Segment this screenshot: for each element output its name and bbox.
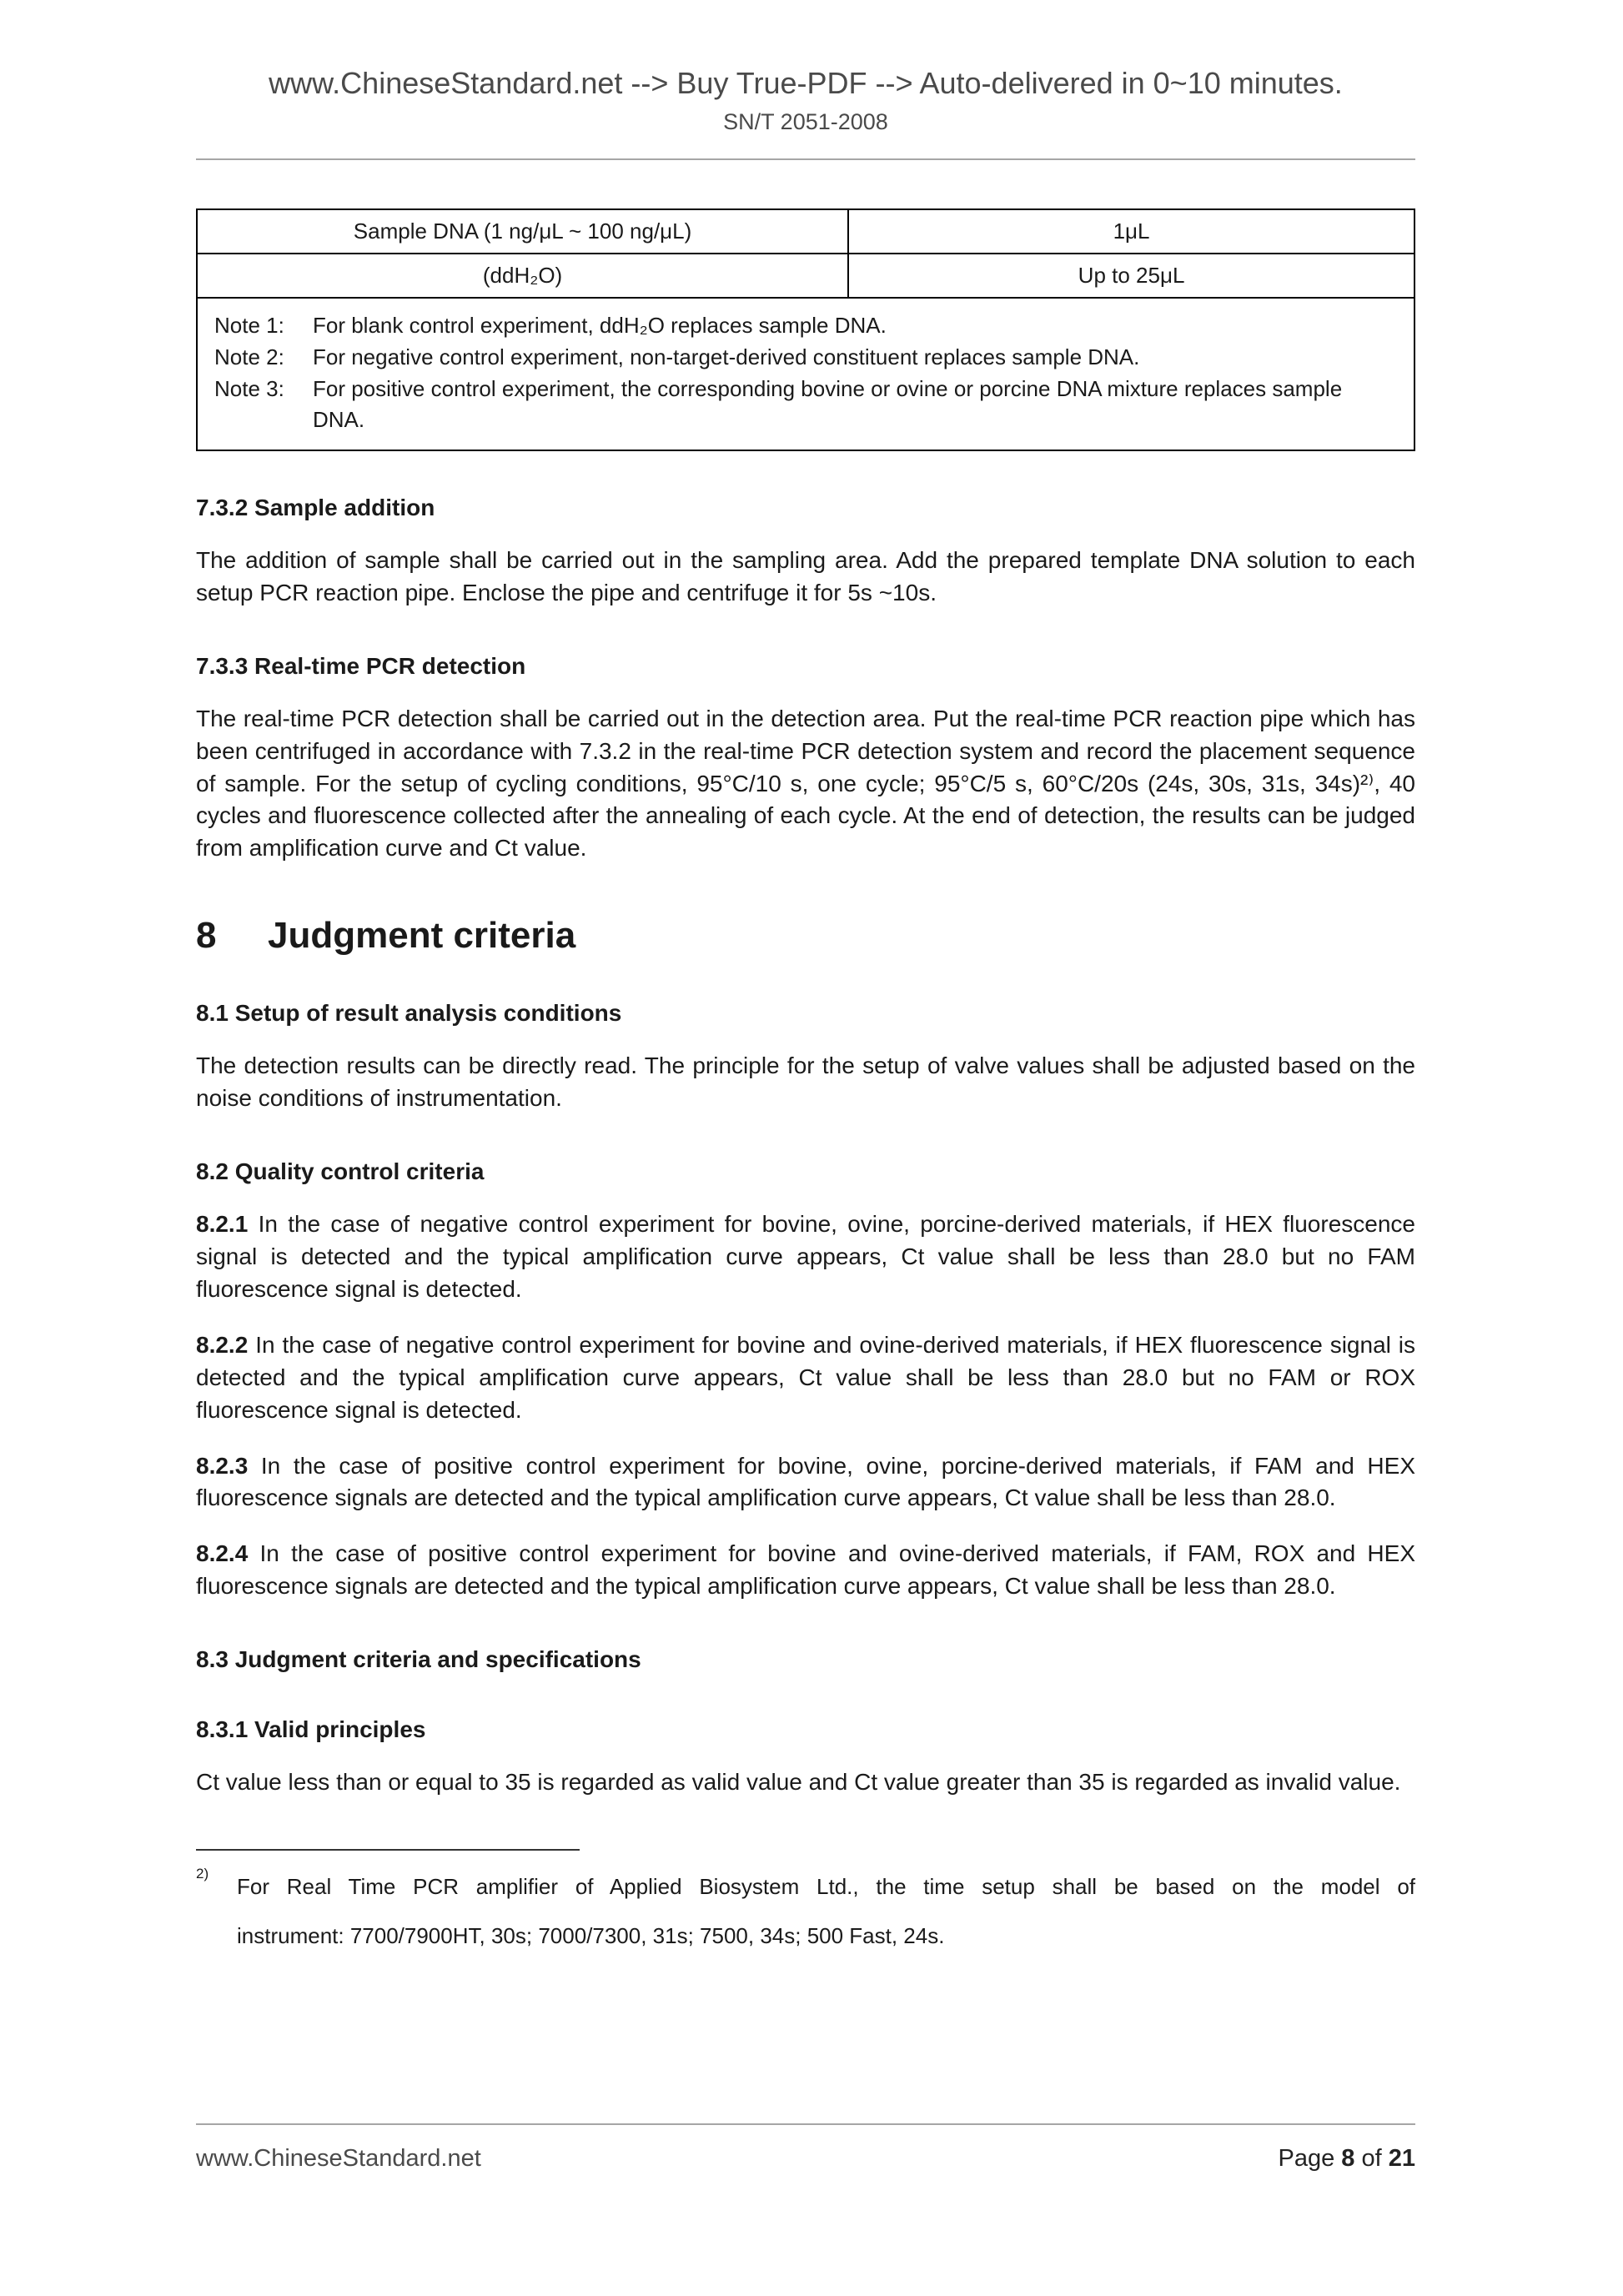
clause-822-paragraph — [196, 1329, 1415, 1427]
clause-824-paragraph — [196, 1538, 1415, 1603]
header-rule — [196, 158, 1415, 160]
table-notes-cell — [197, 298, 1414, 450]
table-cell-volume: 1μL — [848, 209, 1414, 254]
section-83-heading: 8.3 Judgment criteria and specifications — [196, 1646, 641, 1673]
table-cell-component: (ddH₂O) — [197, 254, 848, 298]
section-81-paragraph: The detection results can be directly read. The principle for the setup of valve values shall be adjusted based on the noise conditions of instrumentation. — [196, 1053, 1415, 1112]
footnote-line: instrument: 7700/7900HT, 30s; 7000/7300, 31s; 7500, 34s; 500 Fast, 24s. — [237, 1923, 945, 1949]
footer-rule — [196, 2123, 1415, 2125]
note-text: For positive control experiment, the corresponding bovine or ovine or porcine DNA mixture replaces sample DNA. — [313, 375, 1343, 433]
page-indicator — [1278, 2145, 1415, 2173]
clause-823-number: 8.2.3 — [196, 1452, 249, 1479]
page-footer — [196, 2100, 1415, 2173]
table-note — [214, 310, 1397, 342]
footnote-text — [237, 1871, 1415, 1952]
footnote-line: For Real Time PCR amplifier of Applied Biosystem Ltd., the time setup shall be based on the model of — [237, 1874, 1415, 1900]
clause-821-number: 8.2.1 — [196, 1211, 249, 1238]
table-row — [197, 254, 1414, 298]
clause-824-text: In the case of positive control experiment for bovine and ovine-derived materials, if FAM, ROX and HEX fluorescence signals are detected and the typical amplification curve appears, Ct value shall be less than 28.0. — [196, 1540, 1415, 1600]
section-831-paragraph: Ct value less than or equal to 35 is regarded as valid value and Ct value greater than 35 is regarded as invalid value. — [196, 1769, 1401, 1796]
header-banner: www.ChineseStandard.net --> Buy True-PDF --> Auto-delivered in 0~10 minutes. — [269, 66, 1343, 100]
clause-821-text: In the case of negative control experiment for bovine, ovine, porcine-derived materials, if HEX fluorescence signal is detected and the typical amplification curve appears, Ct value shall be less than 28.0 but no FAM fluorescence signal is detected. — [196, 1211, 1415, 1302]
footnote — [196, 1866, 1415, 1952]
section-831-heading: 8.3.1 Valid principles — [196, 1716, 426, 1743]
page-label: Page — [1278, 2145, 1335, 2172]
footnote-marker: 2) — [196, 1866, 209, 1882]
table-cell-component: Sample DNA (1 ng/μL ~ 100 ng/μL) — [197, 209, 848, 254]
note-text: For blank control experiment, ddH₂O replaces sample DNA. — [313, 313, 887, 339]
section-733-paragraph: The real-time PCR detection shall be carried out in the detection area. Put the real-time PCR reaction pipe which has been centrifuged in accordance with 7.3.2 in the real-time PCR detection system and record the placement sequence of sample. For the setup of cycling conditions, 95°C/10 s, one cycle; 95°C/5 s, 60°C/20s (24s, 30s, 31s, 34s)²⁾, 40 cycles and fluorescence collected after the annealing of each cycle. At the end of detection, the results can be judged from amplification curve and Ct value. — [196, 705, 1415, 862]
section-733-heading: 7.3.3 Real-time PCR detection — [196, 652, 526, 679]
clause-824-number: 8.2.4 — [196, 1540, 249, 1567]
section-81-heading: 8.1 Setup of result analysis conditions — [196, 1000, 622, 1027]
clause-823-text: In the case of positive control experiment for bovine, ovine, porcine-derived materials, if FAM and HEX fluorescence signals are detected and the typical amplification curve appears, Ct value shall be less than 28.0. — [196, 1452, 1416, 1511]
clause-822-number: 8.2.2 — [196, 1331, 249, 1358]
table-cell-volume: Up to 25μL — [848, 254, 1414, 298]
note-text: For negative control experiment, non-target-derived constituent replaces sample DNA. — [313, 344, 1140, 369]
of-label: of — [1361, 2145, 1382, 2172]
footnote-separator — [196, 1849, 580, 1851]
section-8-heading — [196, 915, 1415, 957]
note-label: Note 2: — [214, 344, 284, 369]
page-number: 8 — [1341, 2145, 1355, 2172]
table-note — [214, 374, 1397, 436]
section-732-paragraph: The addition of sample shall be carried out in the sampling area. Add the prepared template DNA solution to each setup PCR reaction pipe. Enclose the pipe and centrifuge it for 5s ~10s. — [196, 546, 1415, 605]
section-8-number: 8 — [196, 915, 217, 957]
page-header — [196, 65, 1415, 160]
table-row — [197, 209, 1414, 254]
clause-823-paragraph — [196, 1450, 1415, 1515]
doc-number: SN/T 2051-2008 — [723, 109, 888, 135]
section-732-heading: 7.3.2 Sample addition — [196, 494, 435, 520]
table-notes-row — [197, 298, 1414, 450]
footer-site-link[interactable]: www.ChineseStandard.net — [196, 2145, 481, 2172]
clause-822-text: In the case of negative control experiment for bovine and ovine-derived materials, if HEX fluorescence signal is detected and the typical amplification curve appears, Ct value shall be less than 28.0 but no FAM or ROX fluorescence signal is detected. — [196, 1331, 1416, 1423]
table-note — [214, 342, 1397, 374]
note-label: Note 1: — [214, 313, 284, 339]
note-label: Note 3: — [214, 375, 284, 401]
section-82-heading: 8.2 Quality control criteria — [196, 1158, 485, 1185]
section-8-title: Judgment criteria — [268, 915, 576, 957]
clause-821-paragraph — [196, 1208, 1415, 1306]
page-total: 21 — [1388, 2145, 1415, 2172]
pcr-reagent-table — [196, 208, 1415, 451]
